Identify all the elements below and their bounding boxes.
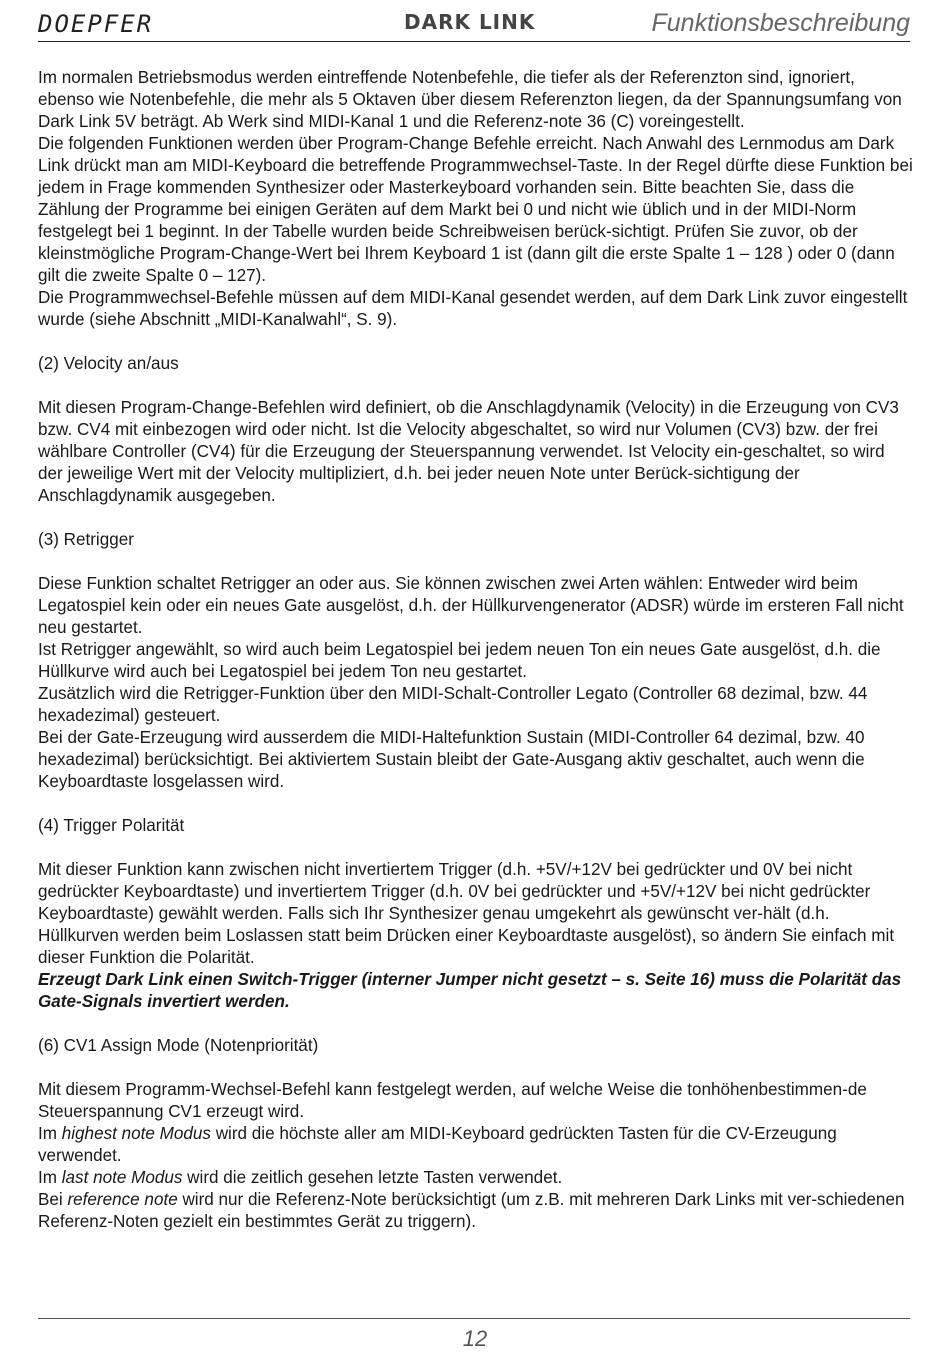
paragraph-highest-note (38, 1123, 913, 1167)
last-note-term: last note Modus (61, 1168, 183, 1187)
paragraph-normal-mode: Im normalen Betriebsmodus werden eintreffende Notenbefehle, die tiefer als der Referenzton sind, ignoriert, ebenso wie Notenbefehle, die mehr als 5 Oktaven über diesem Referenzton liegen, da der Spannungsumfang von Dark Link 5V beträgt. Ab Werk sind MIDI-Kanal 1 und die Referenz-note 36 (C) voreingestellt. (38, 68, 902, 131)
paragraph-reference-note (38, 1189, 913, 1233)
product-name: DARK LINK (404, 10, 536, 34)
highest-note-text: wird die höchste aller am MIDI-Keyboard gedrückten Tasten für die CV-Erzeugung verwendet. (38, 1124, 837, 1165)
page-number: 12 (462, 1326, 488, 1351)
paragraph-program-change: Die folgenden Funktionen werden über Program-Change Befehle erreicht. Nach Anwahl des Lernmodus am Dark Link drückt man am MIDI-Keyboard die betreffende Programmwechsel-Taste. In der Regel dürfte diese Funktion bei jedem in Frage kommenden Synthesizer oder Masterkeyboard vorhanden sein. Bitte beachten Sie, dass die Zählung der Programme bei einigen Geräten auf dem Markt bei 0 und nicht wie üblich und in der MIDI-Norm festgelegt bei 1 beginnt. In der Tabelle wurden beide Schreibweisen berück-sichtigt. Prüfen Sie zuvor, ob der kleinstmögliche Program-Change-Wert bei Ihrem Keyboard 1 ist (dann gilt die erste Spalte 1 – 128 ) oder 0 (dann gilt die zweite Spalte 0 – 127). (38, 134, 913, 285)
paragraph-retrigger-selected: Ist Retrigger angewählt, so wird auch beim Legatospiel bei jedem neuen Ton ein neues Gate ausgelöst, d.h. die Hüllkurve wird auch bei Legatospiel bei jedem Ton neu gestartet. (38, 640, 881, 681)
last-note-prefix: Im (38, 1168, 62, 1187)
highest-note-term: highest note Modus (61, 1124, 211, 1143)
heading-cv1-assign: (6) CV1 Assign Mode (Notenpriorität) (38, 1036, 319, 1055)
heading-retrigger: (3) Retrigger (38, 530, 134, 549)
reference-note-prefix: Bei (38, 1190, 68, 1209)
page-header (38, 6, 910, 42)
paragraph-velocity: Mit diesen Program-Change-Befehlen wird definiert, ob die Anschlagdynamik (Velocity) in die Erzeugung von CV3 bzw. CV4 mit einbezogen wird oder nicht. Ist die Velocity abgeschaltet, so wird nur Volumen (CV3) bzw. der frei wählbare Controller (CV4) für die Erzeugung der Steuerspannung verwendet. Ist Velocity ein-geschaltet, so wird der jeweilige Wert mit der Velocity multipliziert, d.h. bei jeder neuen Note unter Berück-sichtigung der Anschlagdynamik ausgegeben. (38, 398, 899, 505)
page-body (38, 67, 913, 1233)
paragraph-trigger-warning: Erzeugt Dark Link einen Switch-Trigger (interner Jumper nicht gesetzt – s. Seite 16) muss die Polarität das Gate-Signals invertiert werden. (38, 970, 902, 1011)
paragraph-midi-channel: Die Programmwechsel-Befehle müssen auf dem MIDI-Kanal gesendet werden, auf dem Dark Link zuvor eingestellt wurde (siehe Abschnitt „MIDI-Kanalwahl“, S. 9). (38, 288, 908, 329)
heading-trigger-polarity: (4) Trigger Polarität (38, 816, 185, 835)
section-title: Funktionsbeschreibung (651, 9, 910, 37)
last-note-text: wird die zeitlich gesehen letzte Tasten verwendet. (182, 1168, 563, 1187)
brand-logo: DOEPFER (38, 10, 154, 38)
highest-note-prefix: Im (38, 1124, 62, 1143)
paragraph-cv1-assign: Mit diesem Programm-Wechsel-Befehl kann festgelegt werden, auf welche Weise die tonhöhenbestimmen-de Steuerspannung CV1 erzeugt wird. (38, 1080, 867, 1121)
reference-note-term: reference note (67, 1190, 178, 1209)
paragraph-last-note (38, 1167, 913, 1189)
paragraph-retrigger-intro: Diese Funktion schaltet Retrigger an oder aus. Sie können zwischen zwei Arten wählen: Entweder wird beim Legatospiel kein oder ein neues Gate ausgelöst, d.h. der Hüllkurvengenerator (ADSR) würde im ersteren Fall nicht neu gestartet. (38, 574, 904, 637)
paragraph-retrigger-legato: Zusätzlich wird die Retrigger-Funktion über den MIDI-Schalt-Controller Legato (Controller 68 dezimal, bzw. 44 hexadezimal) gesteuert. (38, 684, 868, 725)
header-divider (38, 41, 910, 42)
heading-velocity: (2) Velocity an/aus (38, 354, 179, 373)
footer-divider (38, 1318, 910, 1319)
reference-note-text: wird nur die Referenz-Note berücksichtigt (um z.B. mit mehreren Dark Links mit ver-schiedenen Referenz-Noten gezielt ein bestimmtes Gerät zu triggern). (38, 1190, 905, 1231)
paragraph-trigger-polarity: Mit dieser Funktion kann zwischen nicht invertiertem Trigger (d.h. +5V/+12V bei gedrückter und 0V bei nicht gedrückter Keyboardtaste) und invertiertem Trigger (d.h. 0V bei gedrückter und +5V/+12V bei nicht gedrückter Keyboardtaste) gewählt werden. Falls sich Ihr Synthesizer genau umgekehrt als gewünscht ver-hält (d.h. Hüllkurven werden beim Loslassen statt beim Drücken einer Keyboardtaste ausgelöst), so ändern Sie einfach mit dieser Funktion die Polarität. (38, 860, 895, 967)
paragraph-retrigger-sustain: Bei der Gate-Erzeugung wird ausserdem die MIDI-Haltefunktion Sustain (MIDI-Controller 64 dezimal, bzw. 40 hexadezimal) berücksichtigt. Bei aktiviertem Sustain bleibt der Gate-Ausgang aktiv geschaltet, auch wenn die Keyboardtaste losgelassen wird. (38, 728, 865, 791)
